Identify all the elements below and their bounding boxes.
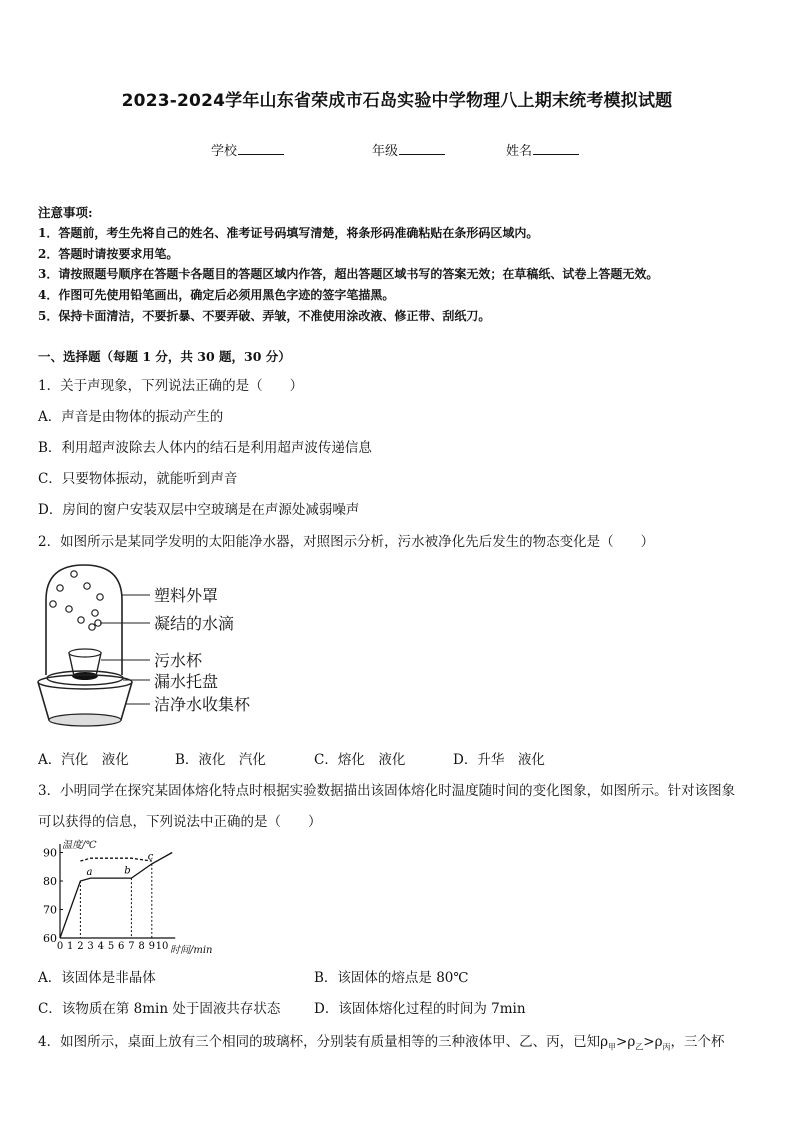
x-tick-label: 1: [67, 941, 74, 952]
rho-symbol: ρ: [654, 1034, 663, 1050]
label-clean-water-cup: 洁净水收集杯: [154, 695, 251, 714]
label-dirty-water-cup: 污水杯: [154, 651, 203, 670]
q3-option-a[interactable]: A．该固体是非晶体: [38, 970, 156, 986]
school-blank[interactable]: [238, 142, 284, 155]
x-tick-label: 0: [56, 941, 64, 952]
gt-symbol: >: [643, 1034, 655, 1050]
x-tick-label: 5: [107, 941, 115, 952]
question-3-stem-line1: 3．小明同学在探究某固体熔化特点时根据实验数据描出该固体熔化时温度随时间的变化图象，如图所示。针对该图象: [38, 783, 736, 799]
chart-xlabel: 时间/min: [170, 945, 213, 956]
school-field[interactable]: [211, 140, 284, 159]
q1-option-c[interactable]: C．只要物体振动，就能听到声音: [38, 471, 238, 487]
label-condensed-drops: 凝结的水滴: [154, 614, 235, 633]
sub-bing: 丙: [662, 1042, 671, 1052]
name-label: 姓名: [506, 144, 533, 159]
notice-heading: 注意事项:: [38, 205, 93, 220]
grade-label: 年级: [372, 144, 399, 159]
q3-option-b[interactable]: B．该固体的熔点是 80℃: [314, 970, 469, 986]
q4-stem-post: ，三个杯: [670, 1034, 725, 1050]
section-heading: 一、选择题（每题 1 分，共 30 题，30 分）: [38, 349, 291, 364]
label-plastic-cover: 塑料外罩: [154, 586, 219, 605]
question-1-stem: 1．关于声现象，下列说法正确的是（ ）: [38, 378, 304, 394]
y-tick-label: 80: [43, 875, 57, 888]
grade-blank[interactable]: [399, 142, 445, 155]
label-leaking-tray: 漏水托盘: [154, 672, 219, 691]
chart-ylabel: 温度/℃: [62, 840, 97, 851]
x-tick-label: 4: [97, 941, 104, 952]
notice-item: 1．答题前，考生先将自己的姓名、准考证号码填写清楚，将条形码准确粘贴在条形码区域内。: [38, 226, 539, 240]
point-label-c: c: [147, 851, 154, 863]
name-field[interactable]: [506, 140, 579, 159]
question-4-stem: [38, 1030, 725, 1053]
q1-option-b[interactable]: B．利用超声波除去人体内的结石是利用超声波传递信息: [38, 440, 372, 456]
grade-field[interactable]: [372, 140, 445, 159]
x-tick-label: 7: [128, 941, 135, 952]
q2-option-a[interactable]: A．汽化 液化: [38, 752, 129, 768]
rho-symbol: ρ: [600, 1034, 609, 1050]
rho-symbol: ρ: [627, 1034, 636, 1050]
x-tick-label: 9: [148, 941, 155, 952]
notice-item: 2．答题时请按要求用笔。: [38, 247, 179, 261]
name-blank[interactable]: [533, 142, 579, 155]
sub-jia: 甲: [608, 1042, 617, 1052]
q2-option-b[interactable]: B．液化 汽化: [175, 752, 266, 768]
gt-symbol: >: [616, 1034, 628, 1050]
notice-item: 3．请按照题号顺序在答题卡各题目的答题区域内作答，超出答题区域书写的答案无效；在草稿纸、试卷上答题无效。: [38, 267, 659, 281]
y-tick-label: 60: [43, 932, 57, 945]
question-3-stem-line2: 可以获得的信息，下列说法中正确的是（ ）: [38, 814, 322, 830]
melting-curve-chart: [36, 836, 221, 958]
y-tick-label: 90: [43, 846, 57, 860]
q1-option-a[interactable]: A．声音是由物体的振动产生的: [38, 409, 224, 425]
point-label-b: b: [124, 865, 131, 877]
q4-stem-pre: 4．如图所示，桌面上放有三个相同的玻璃杯，分别装有质量相等的三种液体甲、乙、丙，已知: [38, 1034, 601, 1050]
page-title: 2023-2024学年山东省荣成市石岛实验中学物理八上期末统考模拟试题: [121, 91, 673, 111]
sub-yi: 乙: [635, 1042, 644, 1052]
school-label: 学校: [211, 144, 238, 159]
notice-item: 5．保持卡面清洁，不要折暴、不要弄破、弄皱，不准使用涂改液、修正带、刮纸刀。: [38, 309, 491, 323]
x-tick-label: 8: [138, 941, 145, 952]
q3-option-c[interactable]: C．该物质在第 8min 处于固液共存状态: [38, 1001, 281, 1017]
y-tick-label: 70: [43, 903, 57, 917]
series-solid-line: [60, 853, 172, 939]
q2-option-d[interactable]: D．升华 液化: [453, 752, 545, 768]
x-tick-label: 10: [155, 941, 169, 952]
x-tick-label: 6: [118, 941, 125, 952]
q2-option-c[interactable]: C．熔化 液化: [314, 752, 406, 768]
q3-option-d[interactable]: D．该固体熔化过程的时间为 7min: [314, 1001, 526, 1017]
question-2-stem: 2．如图所示是某同学发明的太阳能净水器，对照图示分析，污水被净化先后发生的物态变化是（ ）: [38, 534, 655, 550]
point-label-a: a: [86, 867, 93, 879]
solar-water-purifier-figure: [36, 560, 286, 735]
series-dashed-line: [80, 858, 151, 861]
x-tick-label: 2: [77, 941, 84, 952]
notice-item: 4．作图可先使用铅笔画出，确定后必须用黑色字迹的签字笔描黑。: [38, 288, 395, 302]
x-tick-label: 3: [87, 941, 94, 952]
q1-option-d[interactable]: D．房间的窗户安装双层中空玻璃是在声源处减弱噪声: [38, 502, 360, 518]
